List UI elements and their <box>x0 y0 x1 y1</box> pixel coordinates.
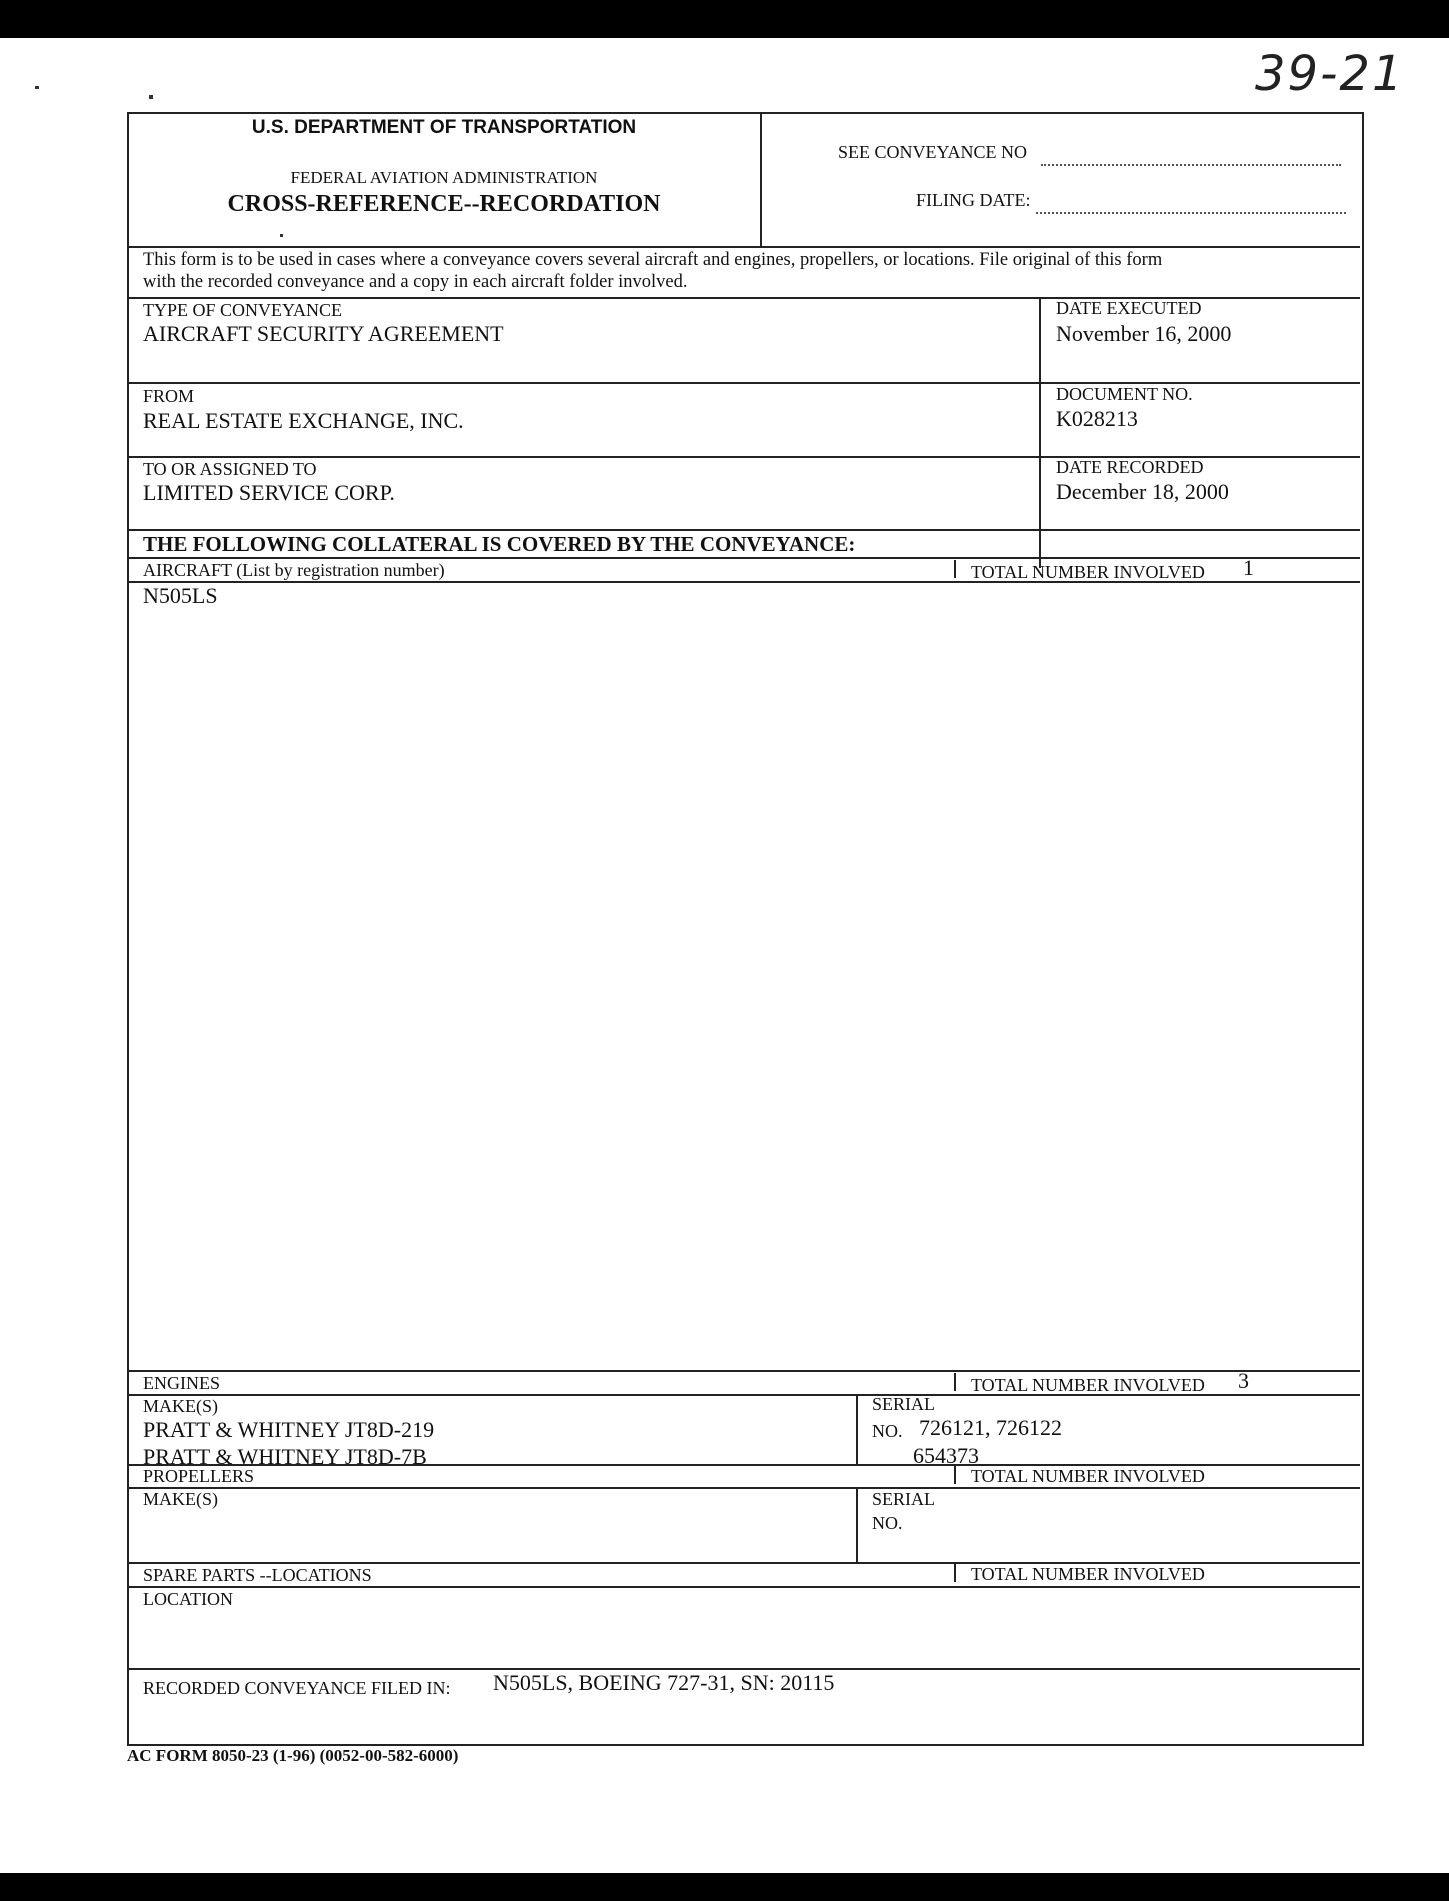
form-border <box>127 112 1364 1746</box>
instructions-line-2: with the recorded conveyance and a copy in each aircraft folder involved. <box>143 272 688 292</box>
see-conveyance-field[interactable] <box>1041 136 1341 162</box>
propellers-serial-label: SERIAL <box>872 1489 935 1509</box>
aircraft-header-bottom-line <box>129 581 1360 583</box>
filing-date-label: FILING DATE: <box>916 190 1031 210</box>
see-conveyance-line <box>1041 164 1341 166</box>
propellers-label: PROPELLERS <box>143 1466 255 1486</box>
spare-parts-total-label: TOTAL NUMBER INVOLVED <box>971 1564 1205 1584</box>
date-recorded-label: DATE RECORDED <box>1056 457 1204 477</box>
collateral-heading-bottom-line <box>129 557 1360 559</box>
engines-makes-label: MAKE(S) <box>143 1396 218 1416</box>
agency-name: FEDERAL AVIATION ADMINISTRATION <box>290 168 598 187</box>
collateral-heading: THE FOLLOWING COLLATERAL IS COVERED BY THE CONVEYANCE: <box>143 532 856 556</box>
from-value: REAL ESTATE EXCHANGE, INC. <box>143 408 464 433</box>
date-executed-value: November 16, 2000 <box>1056 321 1232 346</box>
location-label: LOCATION <box>143 1589 233 1609</box>
recorded-conveyance-label: RECORDED CONVEYANCE FILED IN: <box>143 1678 451 1698</box>
aircraft-total-label: TOTAL NUMBER INVOLVED <box>971 562 1205 582</box>
instructions-line-1: This form is to be used in cases where a conveyance covers several aircraft and engines, propellers, or locations. File original of this form <box>143 250 1163 270</box>
engines-total-label: TOTAL NUMBER INVOLVED <box>971 1375 1205 1395</box>
aircraft-total-value: 1 <box>1243 555 1254 580</box>
see-conveyance-label: SEE CONVEYANCE NO <box>838 142 1027 162</box>
aircraft-entry: N505LS <box>143 583 218 608</box>
to-label: TO OR ASSIGNED TO <box>143 459 317 479</box>
engine-serial-line-2: 654373 <box>913 1443 979 1468</box>
recorded-conveyance-value: N505LS, BOEING 727-31, SN: 20115 <box>493 1670 835 1695</box>
date-executed-label: DATE EXECUTED <box>1056 298 1202 318</box>
type-of-conveyance-label: TYPE OF CONVEYANCE <box>143 300 343 320</box>
engines-label: ENGINES <box>143 1373 220 1393</box>
engines-serial-divider <box>856 1394 858 1464</box>
from-label: FROM <box>143 386 195 406</box>
propellers-no-label: NO. <box>872 1513 903 1533</box>
spare-parts-header-bottom-line <box>129 1586 1360 1588</box>
department-title: U.S. DEPARTMENT OF TRANSPORTATION <box>251 117 637 138</box>
aircraft-area-bottom-line <box>129 1370 1360 1372</box>
filing-date-line <box>1036 212 1346 214</box>
spare-parts-label: SPARE PARTS --LOCATIONS <box>143 1565 372 1585</box>
engines-header-bottom-line <box>129 1394 1360 1396</box>
filing-date-field[interactable] <box>1036 184 1346 210</box>
aircraft-label: AIRCRAFT (List by registration number) <box>143 560 445 580</box>
date-recorded-value: December 18, 2000 <box>1056 479 1229 504</box>
form-number: AC FORM 8050-23 (1-96) (0052-00-582-6000) <box>127 1746 459 1765</box>
form-page <box>0 38 1449 1873</box>
engine-serial-line-1: 726121, 726122 <box>919 1415 1062 1440</box>
spare-parts-total-divider <box>954 1564 956 1582</box>
document-no-label: DOCUMENT NO. <box>1056 384 1193 404</box>
propellers-total-label: TOTAL NUMBER INVOLVED <box>971 1466 1205 1486</box>
propellers-makes-label: MAKE(S) <box>143 1489 218 1509</box>
engines-total-divider <box>954 1373 956 1391</box>
engines-no-label: NO. <box>872 1421 903 1441</box>
propellers-total-divider <box>954 1466 956 1484</box>
aircraft-total-divider <box>954 560 956 578</box>
handwritten-note: 39-21 <box>1255 46 1405 102</box>
to-value: LIMITED SERVICE CORP. <box>143 480 395 505</box>
form-title: CROSS-REFERENCE--RECORDATION <box>227 191 661 217</box>
engines-total-value: 3 <box>1238 1368 1249 1393</box>
engine-make-2: PRATT & WHITNEY JT8D-7B <box>143 1444 427 1469</box>
stray-dot <box>280 234 283 237</box>
engine-make-1: PRATT & WHITNEY JT8D-219 <box>143 1417 435 1442</box>
stray-dot <box>149 95 153 99</box>
header-divider <box>760 114 762 246</box>
type-of-conveyance-value: AIRCRAFT SECURITY AGREEMENT <box>143 321 504 346</box>
document-no-value: K028213 <box>1056 406 1138 431</box>
header-bottom-line <box>129 246 1360 248</box>
conveyance-right-divider <box>1039 297 1041 568</box>
propellers-header-bottom-line <box>129 1487 1360 1489</box>
propellers-serial-divider <box>856 1487 858 1562</box>
engines-serial-label: SERIAL <box>872 1394 935 1414</box>
stray-dot <box>35 86 39 89</box>
